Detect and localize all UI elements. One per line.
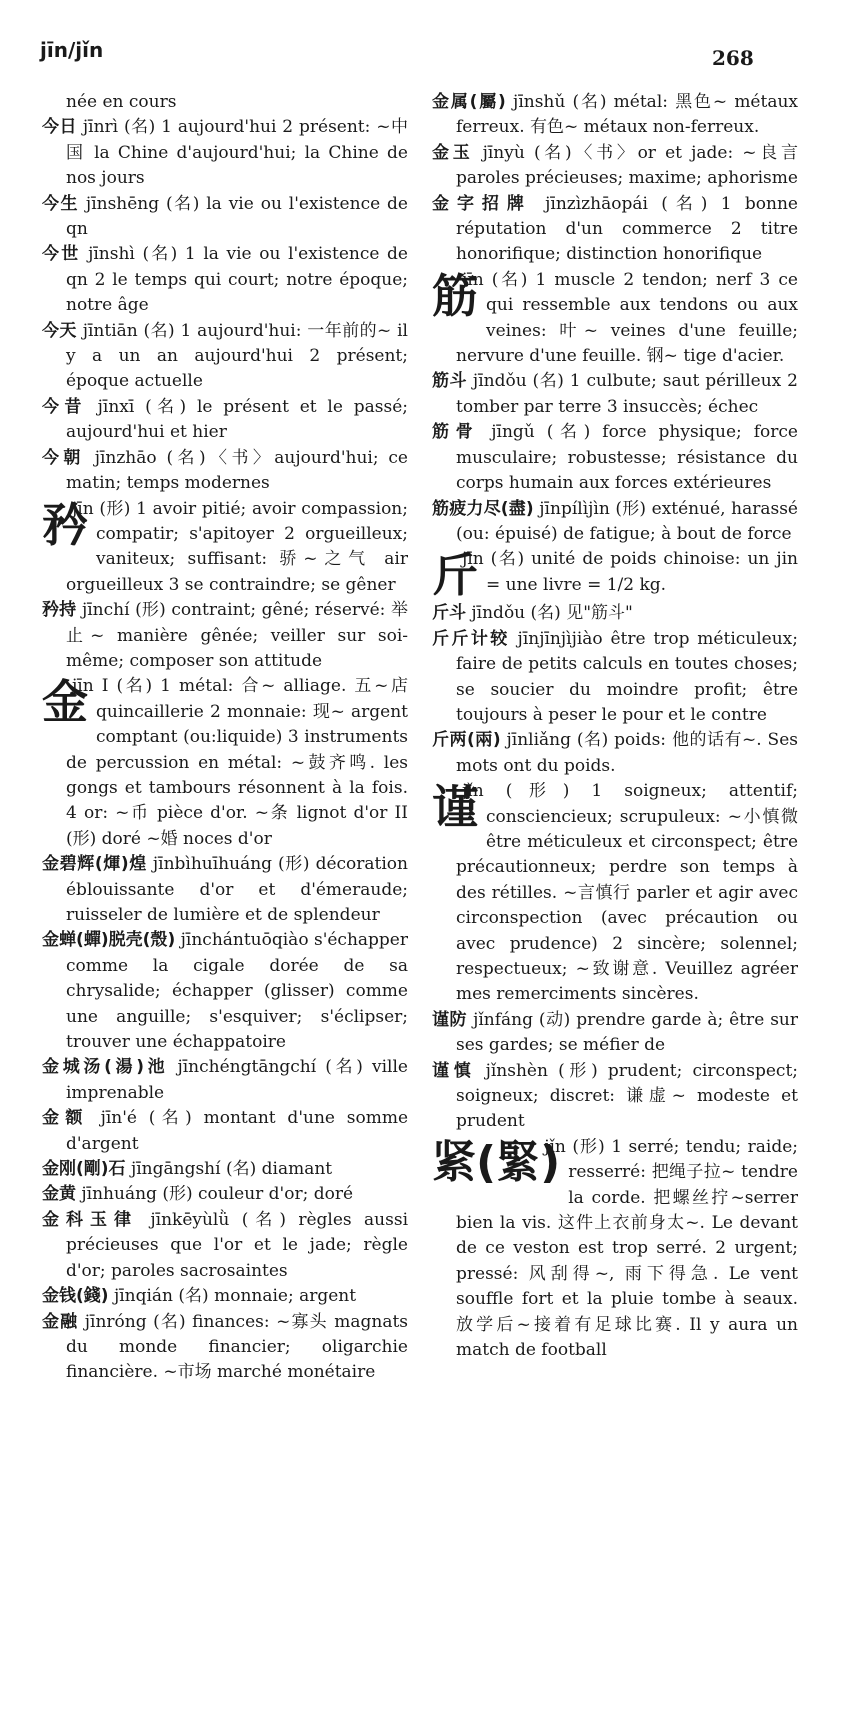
headword: 金钱(錢) (42, 1286, 109, 1307)
definition-text: jīnxī (名) le présent et le passé; aujourd'hui et hier (66, 396, 408, 443)
dictionary-entry (42, 242, 408, 318)
definition-text: jīnchí (形) contraint; gêné; réservé: 举止~ manière gênée; veiller sur soi-même; composer son attitude (66, 600, 408, 671)
dictionary-entry (42, 1182, 408, 1207)
headword: 筋斗 (432, 371, 468, 392)
definition-text: jīngǔ (名) force physique; force musculaire; robustesse; résistance du corps humain aux forces extérieures (456, 422, 798, 494)
headword-character: 斤 (432, 548, 478, 603)
definition-text: jīnshǔ (名) métal: 黑色~ métaux ferreux. 有色~ métaux non-ferreux. (456, 92, 798, 138)
headword: 矜持 (42, 600, 77, 621)
definition-text: jīnliǎng (名) poids: 他的话有~. Ses mots ont du poids. (456, 730, 798, 776)
definition-text: jīnqián (名) monnaie; argent (108, 1286, 357, 1307)
dictionary-entry (432, 192, 798, 268)
dictionary-entry (42, 1055, 408, 1106)
headword: 金科玉律 (42, 1209, 138, 1230)
dictionary-main-entry (42, 497, 408, 599)
headword: 今生 (42, 193, 80, 214)
definition-text: jīnchántuōqiào s'échapper comme la cigale dorée de sa chrysalide; échapper (glisser) comme une anguille; s'esquiver; s'éclipser; trouver une échappatoire (66, 930, 408, 1053)
definition-text: jīnyù (名)〈书〉or et jade: ~良言 paroles précieuses; maxime; aphorisme (456, 142, 798, 189)
headword-character: 筋 (432, 268, 478, 323)
definition-text: jǐnfáng (动) prendre garde à; être sur ses gardes; se méfier de (456, 1009, 798, 1056)
definition-text: jīn'é (名) montant d'une somme d'argent (66, 1108, 408, 1154)
dictionary-main-entry (432, 268, 798, 370)
dictionary-entry (42, 1284, 408, 1309)
headword: 金玉 (432, 142, 474, 163)
headword-character: 矜 (42, 497, 88, 552)
dictionary-entry (432, 497, 798, 548)
dictionary-entry (42, 1208, 408, 1284)
dictionary-entry (42, 115, 408, 191)
dictionary-entry (42, 928, 408, 1055)
dictionary-entry (432, 141, 798, 192)
definition-text: jǐn (形) 1 serré; tendu; raide; resserré: 把绳子拉~ tendre la corde. 把螺丝拧~serrer bien la vis. 这件上衣前身太~. Le devant de ce veston est trop serré. 2 urgent; pressé: 风刮得~, 雨下得急. Le vent souffle fort et la pluie tombe à seaux. 放学后~接着有足球比赛. Il y aura un match de football (456, 1136, 798, 1361)
dictionary-entry (42, 1310, 408, 1386)
headword: 金蝉(蟬)脱壳(殼) (42, 930, 176, 951)
definition-text: jǐnshèn (形) prudent; circonspect; soigneux; discret: 谦虚~ modeste et prudent (456, 1060, 798, 1132)
dictionary-entry (432, 728, 798, 779)
dictionary-entry (432, 90, 798, 141)
definition-text: jīndǒu (名) 1 culbute; saut périlleux 2 tomber par terre 3 insuccès; échec (456, 371, 798, 417)
definition-text: jīnchéngtāngchí (名) ville imprenable (66, 1057, 408, 1103)
definition-text: née en cours (66, 92, 177, 112)
definition-text: jīnkēyùlǜ (名) règles aussi précieuses que l'or et le jade; règle d'or; paroles sacrosaintes (66, 1209, 408, 1281)
definition-text: jīnzhāo (名)〈书〉aujourd'hui; ce matin; temps modernes (66, 447, 408, 494)
dictionary-main-entry (42, 674, 408, 852)
headword: 今世 (42, 244, 81, 265)
headword: 谨慎 (432, 1060, 476, 1081)
headword: 斤两(兩) (432, 730, 501, 751)
headword: 今天 (42, 320, 77, 341)
headword: 金字招牌 (432, 193, 532, 214)
headword: 筋疲力尽(盡) (432, 498, 534, 519)
headword-character: 紧(緊) (432, 1136, 561, 1188)
headword: 金刚(剛)石 (42, 1159, 126, 1180)
definition-text: jīntiān (名) 1 aujourd'hui: 一年前的~ il y a un an aujourd'hui 2 présent; époque actuelle (66, 320, 408, 392)
definition-text: jīnzìzhāopái (名) 1 bonne réputation d'un commerce 2 titre honorifique; distinction honorifique (456, 193, 798, 265)
dictionary-entry (42, 192, 408, 243)
dictionary-entry (42, 1106, 408, 1157)
dictionary-main-entry (432, 779, 798, 1008)
right-column (432, 90, 798, 1716)
headword: 谨防 (432, 1009, 468, 1030)
page-number: 268 (712, 46, 754, 70)
headword: 金融 (42, 1311, 79, 1332)
definition-text: jīnbìhuīhuáng (形) décoration éblouissante d'or et d'émeraude; ruisseler de lumière et de splendeur (66, 854, 408, 925)
dictionary-entry (42, 90, 408, 115)
dictionary-entry (42, 598, 408, 674)
definition-text: jīngāngshí (名) diamant (125, 1159, 333, 1180)
dictionary-main-entry (432, 1135, 798, 1364)
headword-character: 金 (42, 675, 88, 730)
definition-text: jīn (形) 1 avoir pitié; avoir compassion; compatir; s'apitoyer 2 orgueilleux; vaniteux; suffisant: 骄~之气 air orgueilleux 3 se contraindre; se gêner (66, 498, 408, 595)
headword: 金碧辉(煇)煌 (42, 854, 147, 875)
dictionary-entry (432, 1008, 798, 1059)
definition-text: jīnjīnjìjiào être trop méticuleux; faire de petits calculs en toutes choses; se soucier du moindre profit; être toujours à peser le pour et le contre (456, 628, 798, 725)
dictionary-entry (432, 1059, 798, 1135)
dictionary-entry (432, 601, 798, 626)
definition-text: jīnshì (名) 1 la vie ou l'existence de qn 2 le temps qui court; notre époque; notre âge (66, 244, 408, 316)
dictionary-entry (432, 369, 798, 420)
dictionary-entry (42, 1157, 408, 1182)
dictionary-entry (42, 852, 408, 928)
left-column (42, 90, 408, 1716)
headword: 今朝 (42, 447, 85, 468)
headword-character: 谨 (432, 780, 478, 835)
dictionary-entry (42, 319, 408, 395)
headword: 斤斤计较 (432, 628, 510, 649)
running-head: jīn/jǐn (40, 38, 104, 62)
headword: 今昔 (42, 396, 87, 417)
dictionary-main-entry (432, 547, 798, 601)
headword: 金城汤(湯)池 (42, 1057, 169, 1078)
dictionary-entry (42, 446, 408, 497)
headword: 金额 (42, 1108, 89, 1129)
headword: 金黄 (42, 1184, 76, 1205)
definition-text: jīn (名) unité de poids chinoise: un jin = une livre = 1/2 kg. (462, 549, 798, 595)
definition-text: jīnróng (名) finances: ~寡头 magnats du monde financier; oligarchie financière. ~市场 marché monétaire (66, 1311, 408, 1383)
headword: 金属(屬) (432, 92, 506, 112)
dictionary-entry (432, 420, 798, 496)
definition-text: jīnpílìjìn (形) exténué, harassé (ou: épuisé) de fatigue; à bout de force (456, 498, 798, 544)
definition-text: jīndǒu (名) 见"筋斗" (466, 603, 633, 624)
headword: 斤斗 (432, 603, 466, 624)
definition-text: jīnrì (名) 1 aujourd'hui 2 présent: ~中国 la Chine d'aujourd'hui; la Chine de nos jours (66, 117, 408, 189)
definition-text: jǐn (形) 1 soigneux; attentif; consciencieux; scrupuleux: ~小慎微 être méticuleux et circonspect; être précautionneux; perdre son temps à des rétilles. ~言慎行 parler et agir avec circonspection (avec précaution ou avec prudence) 2 sincère; solennel; respectueux; ~致谢意. Veuillez agréer mes remerciments sincères. (456, 781, 798, 1005)
definition-text: jīn I (名) 1 métal: 合~ alliage. 五~店 quincaillerie 2 monnaie: 现~ argent comptant (ou:liquide) 3 instruments de percussion en métal: ~鼓齐鸣. les gongs et tambours résonnent à la fois. 4 or: ~币 pièce d'or. ~条 lignot d'or II (形) doré ~婚 noces d'or (66, 676, 408, 849)
headword: 筋骨 (432, 422, 480, 443)
headword: 今日 (42, 117, 77, 138)
definition-text: jīnshēng (名) la vie ou l'existence de qn (66, 193, 408, 240)
dictionary-entry (42, 395, 408, 446)
definition-text: jīnhuáng (形) couleur d'or; doré (76, 1184, 354, 1205)
definition-text: jīn (名) 1 muscle 2 tendon; nerf 3 ce qui ressemble aux tendons ou aux veines: 叶~ veines d'une feuille; nervure d'une feuille. 钢~ tige d'acier. (456, 269, 798, 367)
dictionary-entry (432, 627, 798, 729)
